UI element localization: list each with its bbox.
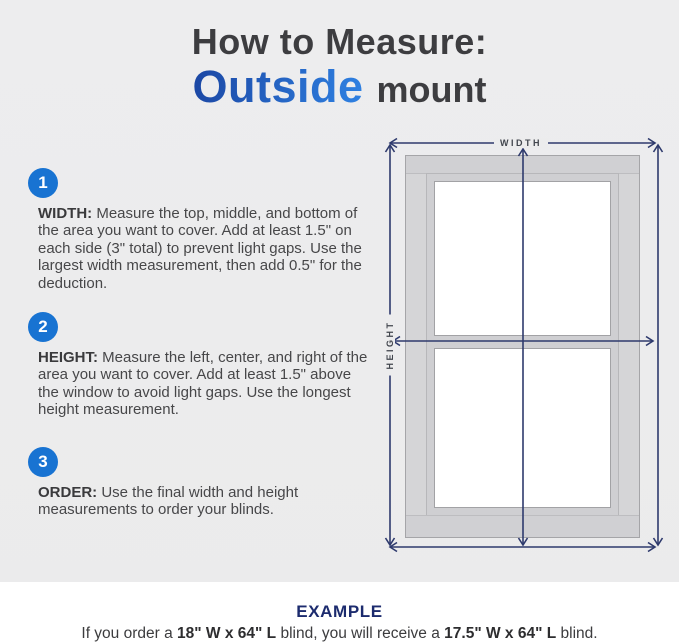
example-heading: EXAMPLE xyxy=(296,602,383,621)
step-2-text xyxy=(38,349,372,419)
example-prefix: If you order a xyxy=(81,624,178,642)
step-3-label: ORDER: xyxy=(38,484,98,501)
step-3-text xyxy=(38,484,372,519)
example-middle: blind, you will receive a xyxy=(276,624,445,642)
height-arrow-right xyxy=(654,145,663,545)
step-2 xyxy=(28,312,373,419)
step-2-body: Measure the left, center, and right of the area you want to cover. Add at least 1.5" above the window to avoid light gaps. Use the longest height measurement. xyxy=(38,349,368,419)
step-2-number-badge: 2 xyxy=(28,312,58,342)
step-1-body: Measure the top, middle, and bottom of the area you want to cover. Add at least 1.5" on each side (3" total) to prevent light gaps. Use the largest width measurement, then add 0.5" for the deduction. xyxy=(38,205,362,292)
title-line2 xyxy=(0,63,679,110)
step-3 xyxy=(28,447,373,519)
measurement-arrows xyxy=(372,133,672,563)
title-line1: How to Measure: xyxy=(191,21,488,62)
step-3-number-badge: 3 xyxy=(28,447,58,477)
example-received-size: 17.5" W x 64" L xyxy=(444,624,557,642)
step-3-body: Use the final width and height measurements to order your blinds. xyxy=(38,484,299,519)
example-suffix: blind. xyxy=(556,624,598,642)
height-dimension-label: HEIGHT xyxy=(385,314,395,375)
step-1 xyxy=(28,168,373,292)
step-1-number-badge: 1 xyxy=(28,168,58,198)
step-1-label: WIDTH: xyxy=(38,205,93,222)
step-2-label: HEIGHT: xyxy=(38,349,98,366)
example-footer xyxy=(0,582,679,644)
title-mount-type: Outside xyxy=(192,61,364,112)
width-dimension-label: WIDTH xyxy=(494,138,548,148)
title-mount-word: mount xyxy=(376,69,487,110)
example-ordered-size: 18" W x 64" L xyxy=(177,624,277,642)
step-1-text xyxy=(38,205,372,292)
height-arrow-center xyxy=(519,149,528,545)
page-title xyxy=(0,21,679,112)
example-sentence xyxy=(0,625,679,643)
